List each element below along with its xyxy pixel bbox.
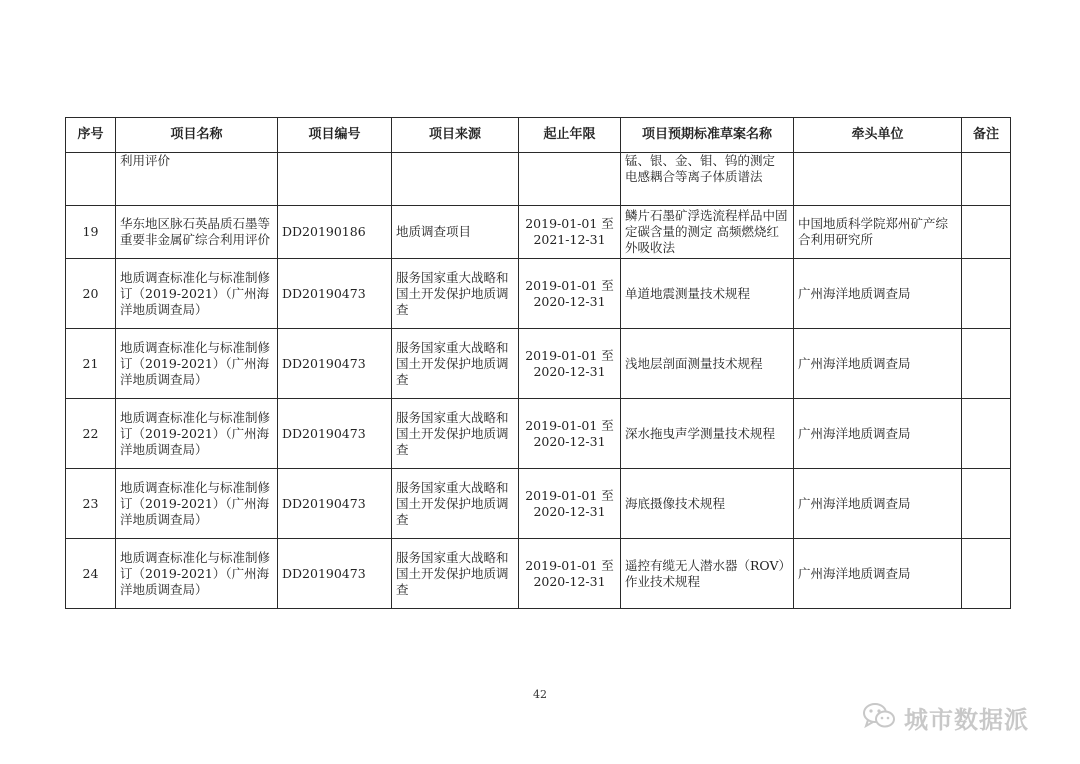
cell-source: 服务国家重大战略和国土开发保护地质调查 [392, 399, 519, 469]
table-row [66, 329, 1011, 399]
cell-period: 2019-01-01 至 2020-12-31 [519, 329, 621, 399]
wechat-icon [862, 701, 896, 735]
cell-seq: 19 [66, 206, 116, 259]
cell-standard: 遥控有缆无人潜水器（ROV）作业技术规程 [621, 539, 794, 609]
header-name: 项目名称 [116, 118, 278, 153]
cell-note [962, 539, 1011, 609]
cell-standard: 鳞片石墨矿浮选流程样品中固定碳含量的测定 高频燃烧红外吸收法 [621, 206, 794, 259]
cell-name: 地质调查标准化与标准制修订（2019-2021）（广州海洋地质调查局） [116, 399, 278, 469]
cell-name: 地质调查标准化与标准制修订（2019-2021）（广州海洋地质调查局） [116, 539, 278, 609]
cell-period: 2019-01-01 至 2021-12-31 [519, 206, 621, 259]
cell-note [962, 329, 1011, 399]
cell-standard: 单道地震测量技术规程 [621, 259, 794, 329]
cell-code: DD20190186 [278, 206, 392, 259]
cell-name: 地质调查标准化与标准制修订（2019-2021）（广州海洋地质调查局） [116, 469, 278, 539]
cell-code: DD20190473 [278, 539, 392, 609]
table-row [66, 399, 1011, 469]
cell-seq: 23 [66, 469, 116, 539]
cell-unit: 广州海洋地质调查局 [794, 329, 962, 399]
cell-source: 地质调查项目 [392, 206, 519, 259]
header-code: 项目编号 [278, 118, 392, 153]
header-row [66, 118, 1011, 153]
table-row-continuation [66, 153, 1011, 206]
cell-name: 华东地区脉石英晶质石墨等重要非金属矿综合利用评价 [116, 206, 278, 259]
watermark [862, 700, 1029, 735]
header-source: 项目来源 [392, 118, 519, 153]
cell-standard: 深水拖曳声学测量技术规程 [621, 399, 794, 469]
header-seq: 序号 [66, 118, 116, 153]
cell-source: 服务国家重大战略和国土开发保护地质调查 [392, 259, 519, 329]
cell-seq: 24 [66, 539, 116, 609]
cell-period: 2019-01-01 至 2020-12-31 [519, 469, 621, 539]
cell-note [962, 469, 1011, 539]
table-row [66, 206, 1011, 259]
table-row [66, 469, 1011, 539]
cell-unit: 广州海洋地质调查局 [794, 469, 962, 539]
cell-note [962, 206, 1011, 259]
cell-note [962, 399, 1011, 469]
cell-source: 服务国家重大战略和国土开发保护地质调查 [392, 329, 519, 399]
cell-period: 2019-01-01 至 2020-12-31 [519, 259, 621, 329]
cell-standard: 海底摄像技术规程 [621, 469, 794, 539]
cell-seq: 20 [66, 259, 116, 329]
header-note: 备注 [962, 118, 1011, 153]
cell-seq: 22 [66, 399, 116, 469]
cell-source: 服务国家重大战略和国土开发保护地质调查 [392, 539, 519, 609]
cell-name: 利用评价 [116, 153, 278, 206]
cell-unit: 广州海洋地质调查局 [794, 259, 962, 329]
cell-code: DD20190473 [278, 329, 392, 399]
cell-name: 地质调查标准化与标准制修订（2019-2021）（广州海洋地质调查局） [116, 329, 278, 399]
cell-seq: 21 [66, 329, 116, 399]
cell-code: DD20190473 [278, 399, 392, 469]
header-unit: 牵头单位 [794, 118, 962, 153]
table-row [66, 259, 1011, 329]
header-standard: 项目预期标准草案名称 [621, 118, 794, 153]
cell-unit: 广州海洋地质调查局 [794, 399, 962, 469]
cell-period: 2019-01-01 至 2020-12-31 [519, 399, 621, 469]
cell-unit: 广州海洋地质调查局 [794, 539, 962, 609]
table-row [66, 539, 1011, 609]
standards-table [65, 117, 1011, 609]
cell-code: DD20190473 [278, 469, 392, 539]
cell-unit: 中国地质科学院郑州矿产综合利用研究所 [794, 206, 962, 259]
cell-name: 地质调查标准化与标准制修订（2019-2021）（广州海洋地质调查局） [116, 259, 278, 329]
cell-code: DD20190473 [278, 259, 392, 329]
cell-standard: 浅地层剖面测量技术规程 [621, 329, 794, 399]
watermark-text: 城市数据派 [904, 706, 1029, 734]
page-number: 42 [533, 688, 547, 701]
cell-note [962, 259, 1011, 329]
cell-standard: 锰、银、金、钼、钨的测定 电感耦合等离子体质谱法 [621, 153, 794, 206]
header-period: 起止年限 [519, 118, 621, 153]
cell-source: 服务国家重大战略和国土开发保护地质调查 [392, 469, 519, 539]
cell-period: 2019-01-01 至 2020-12-31 [519, 539, 621, 609]
